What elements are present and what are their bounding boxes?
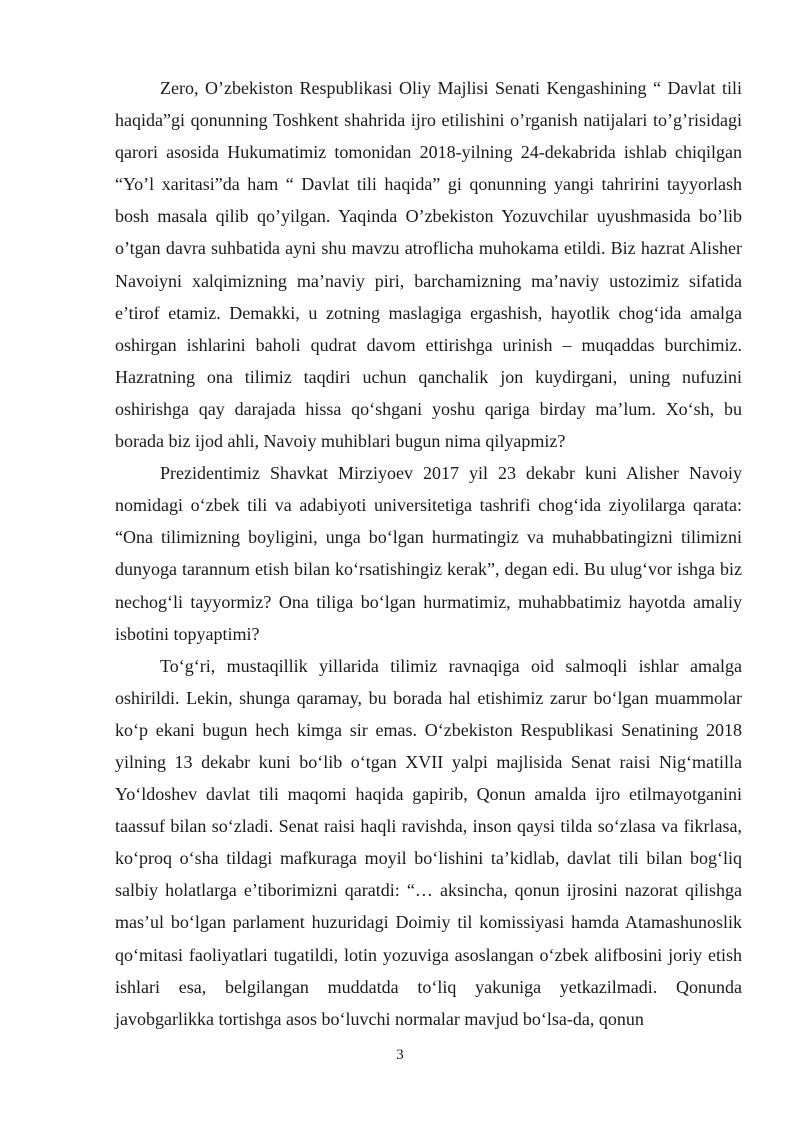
paragraph-3: To‘g‘ri, mustaqillik yillarida tilimiz ravnaqiga oid salmoqli ishlar amalga oshirildi. Lekin, shunga qaramay, bu borada hal etishimiz zarur bo‘lgan muammolar ko‘p ekani bugun hech kimga sir emas. O‘zbekiston Respublikasi Senatining 2018 yilning 13 dekabr kuni bo‘lib o‘tgan XVII yalpi majlisida Senat raisi Nig‘matilla Yo‘ldoshev davlat tili maqomi haqida gapirib, Qonun amalda ijro etilmayotganini taassuf bilan so‘zladi. Senat raisi haqli ravishda, inson qaysi tilda so‘zlasa va fikrlasa, ko‘proq o‘sha tildagi mafkuraga moyil bo‘lishini ta’kidlab, davlat tili bilan bog‘liq salbiy holatlarga e’tiborimizni qaratdi: “… aksincha, qonun ijrosini nazorat qilishga mas’ul bo‘lgan parlament huzuridagi Doimiy til komissiyasi hamda Atamashunoslik qo‘mitasi faoliyatlari tugatildi, lotin yozuviga asoslangan o‘zbek alifbosini joriy etish ishlari esa, belgilangan muddatda to‘liq yakuniga yetkazilmadi. Qonunda javobgarlikka tortishga asos bo‘luvchi normalar mavjud bo‘lsa-da, qonun	[115, 655, 742, 1029]
page-number: 3	[396, 1047, 404, 1063]
body-text	[115, 72, 742, 1035]
paragraph-1: Zero, O’zbekiston Respublikasi Oliy Majlisi Senati Kengashining “ Davlat tili haqida”gi qonunning Toshkent shahrida ijro etilishini o’rganish natijalari to’g’risidagi qarori asosida Hukumatimiz tomonidan 2018-yilning 24-dekabrida ishlab chiqilgan “Yo’l xaritasi”da ham “ Davlat tili haqida” gi qonunning yangi tahririni tayyorlash bosh masala qilib qo’yilgan. Yaqinda O’zbekiston Yozuvchilar uyushmasida bo’lib o’tgan davra suhbatida ayni shu mavzu atroflicha muhokama etildi. Biz hazrat Alisher Navoiyni xalqimizning ma’naviy piri, barchamizning ma’naviy ustozimiz sifatida e’tirof etamiz. Demakki, u zotning maslagiga ergashish, hayotlik chog‘ida amalga oshirgan ishlarini baholi qudrat davom ettirishga urinish – muqaddas burchimiz. Hazratning ona tilimiz taqdiri uchun qanchalik jon kuydirgani, uning nufuzini oshirishga qay darajada hissa qo‘shgani yoshu qariga birday ma’lum. Xo‘sh, bu borada biz ijod ahli, Navoiy muhiblari bugun nima qilyapmiz?	[115, 78, 742, 452]
paragraph-2: Prezidentimiz Shavkat Mirziyoev 2017 yil 23 dekabr kuni Alisher Navoiy nomidagi o‘zbek tili va adabiyoti universitetiga tashrifi chog‘ida ziyolilarga qarata: “Ona tilimizning boyligini, unga bo‘lgan hurmatingiz va muhabbatingizni tilimizni dunyoga tarannum etish bilan ko‘rsatishingiz kerak”, degan edi. Bu ulug‘vor ishga biz nechog‘li tayyormiz? Ona tiliga bo‘lgan hurmatimiz, muhabbatimiz hayotda amaliy isbotini topyaptimi?	[115, 463, 742, 644]
